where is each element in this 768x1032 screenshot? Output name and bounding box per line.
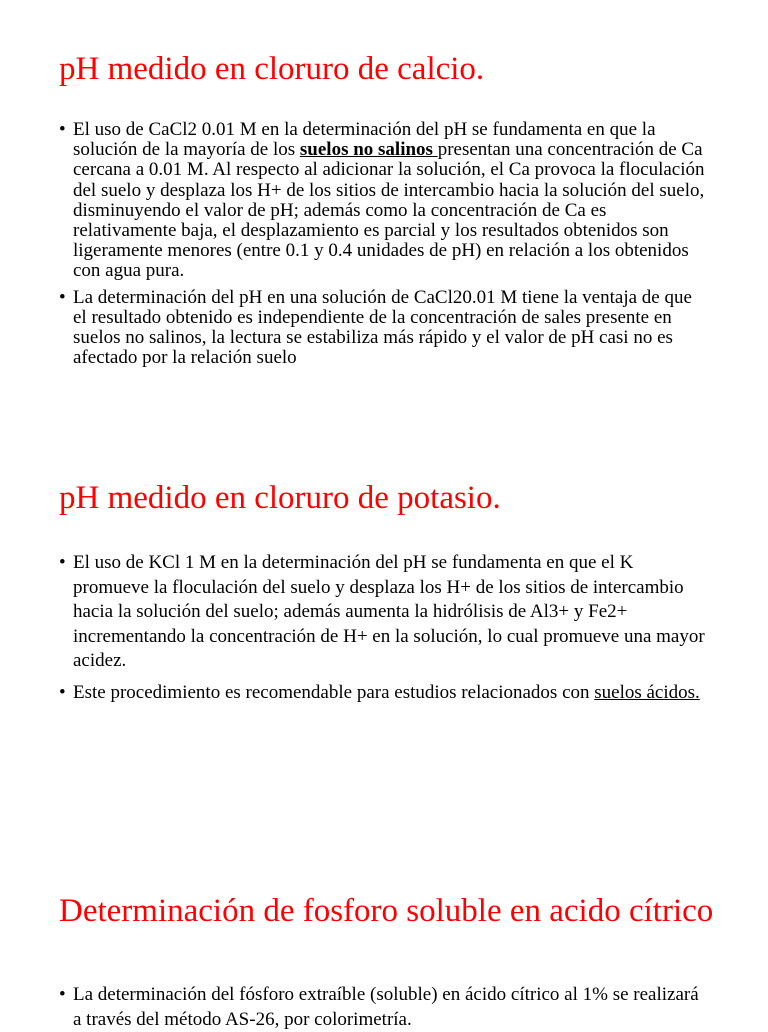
bullet-marker: • <box>59 119 66 140</box>
bullet-emphasis-text: suelos no salinos <box>299 139 438 161</box>
bullet-text: Este procedimiento es recomendable para estudios relacionados con <box>73 681 595 703</box>
section-3-bullet-1 <box>59 983 709 1032</box>
section-1-bullet-1 <box>59 120 709 282</box>
section-1-title: pH medido en cloruro de calcio. <box>59 51 485 87</box>
section-1-bullet-2 <box>59 288 709 369</box>
section-2-bullet-1 <box>59 551 709 674</box>
bullet-text-continued: presentan una concentración de Ca cercana a 0.01 M. Al respecto al adicionar la solución, el Ca provoca la floculación del suelo y desplaza los H+ de los sitios de intercambio hacia la solución del suelo, disminuyendo el valor de pH; además como la concentración de Ca es relativamente baja, el desplazamiento es parcial y los resultados obtenidos son ligeramente menores (entre 0.1 y 0.4 unidades de pH) en relación a los obtenidos con agua pura. <box>73 139 705 282</box>
bullet-text: La determinación del fósforo extraíble (soluble) en ácido cítrico al 1% se realizará a través del método AS-26, por colorimetría. <box>73 984 699 1030</box>
bullet-marker: • <box>59 681 66 703</box>
section-1-bullet-list <box>59 120 709 368</box>
section-2-title: pH medido en cloruro de potasio. <box>59 480 501 516</box>
bullet-marker: • <box>59 286 66 308</box>
bullet-underlined-text: suelos ácidos. <box>594 681 700 703</box>
section-2-bullet-list <box>59 551 709 705</box>
section-3-bullet-list <box>59 983 709 1032</box>
bullet-marker: • <box>59 984 66 1005</box>
bullet-text: La determinación del pH en una solución de CaCl20.01 M tiene la ventaja de que el resultado obtenido es independiente de la concentración de sales presente en suelos no salinos, la lectura se estabiliza más rápido y el valor de pH casi no es afectado por la relación suelo <box>73 286 692 369</box>
bullet-text: El uso de KCl 1 M en la determinación del pH se fundamenta en que el K promueve la floculación del suelo y desplaza los H+ de los sitios de intercambio hacia la solución del suelo; además aumenta la hidrólisis de Al3+ y Fe2+ incrementando la concentración de H+ en la solución, lo cual promueve una mayor acidez. <box>73 552 705 671</box>
section-3-title: Determinación de fosforo soluble en acido cítrico <box>59 893 714 929</box>
bullet-text: El uso de CaCl2 0.01 M en la determinación del pH se fundamenta en que la solución de la mayoría de los <box>73 119 656 161</box>
bullet-marker: • <box>59 552 66 573</box>
section-2-bullet-2 <box>59 681 709 706</box>
